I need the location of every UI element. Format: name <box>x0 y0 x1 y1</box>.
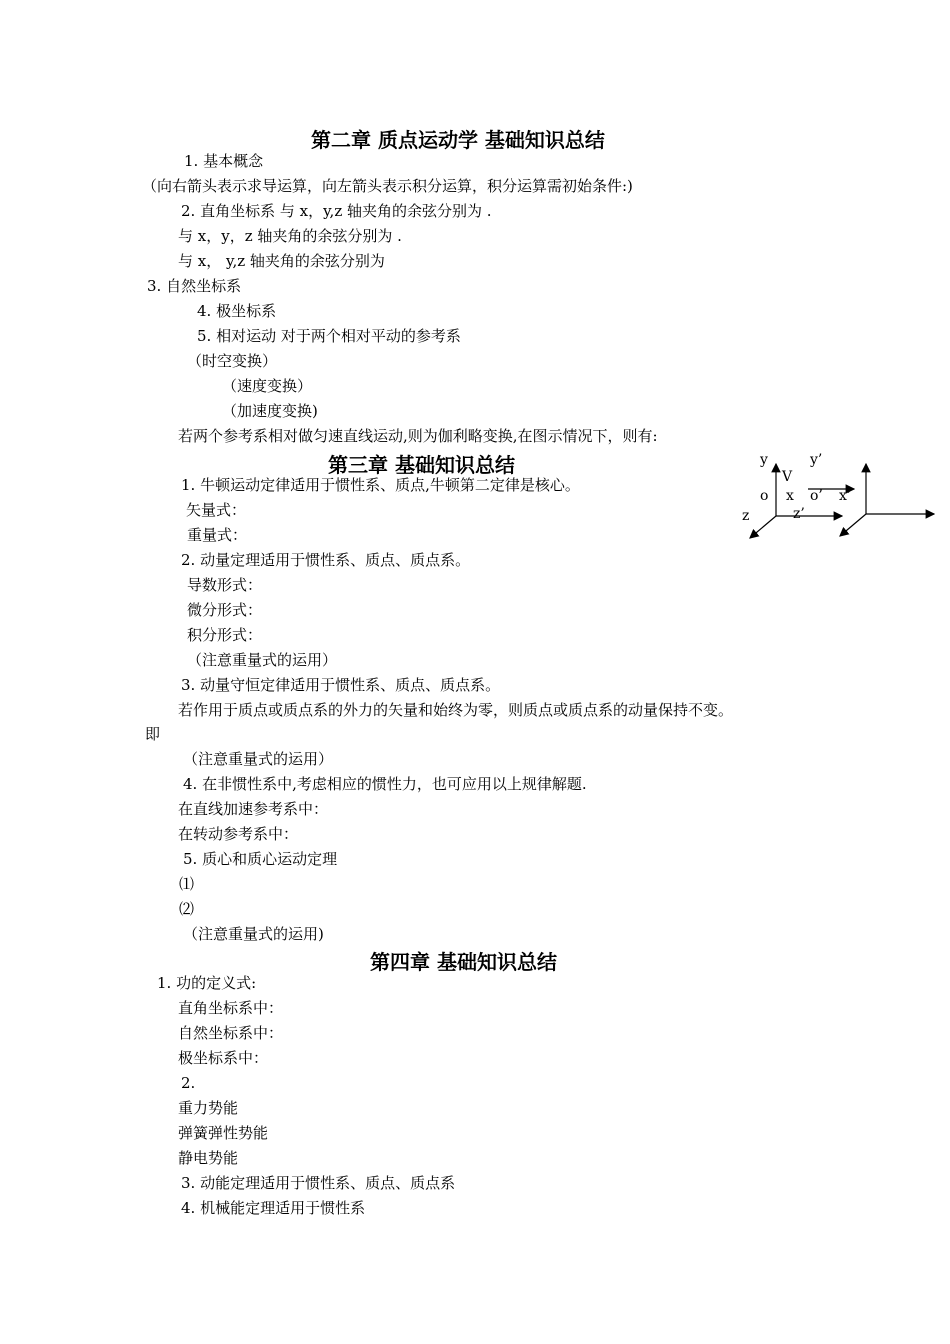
ch3-line: 在直线加速参考系中： <box>178 800 329 818</box>
ch3-line: （注意重量式的运用） <box>187 651 338 669</box>
ch3-line: ⑵ <box>179 900 195 918</box>
label-y: y <box>760 452 768 468</box>
label-y-prime: y’ <box>810 452 823 468</box>
reference-frames-figure <box>738 448 938 548</box>
chapter4-title: 第四章 基础知识总结 <box>370 950 557 974</box>
label-v: V <box>782 469 793 485</box>
ch3-line: 4. 在非惯性系中,考虑相应的惯性力，也可应用以上规律解题. <box>183 775 587 793</box>
label-o: o <box>760 488 769 504</box>
label-o-prime: o’ <box>810 488 823 504</box>
ch4-line: 静电势能 <box>178 1149 239 1167</box>
ch3-line: 3. 动量守恒定律适用于惯性系、质点、质点系。 <box>181 676 501 694</box>
ch4-line: 2. <box>181 1074 196 1092</box>
ch4-line: 直角坐标系中： <box>178 999 284 1017</box>
ch3-line: 微分形式： <box>187 601 263 619</box>
ch4-line: 4. 机械能定理适用于惯性系 <box>181 1199 366 1217</box>
z-prime-axis-arrow <box>840 514 866 536</box>
ch3-line: 即 <box>145 725 161 743</box>
ch2-line: 3. 自然坐标系 <box>147 277 242 295</box>
ch2-line: 1. 基本概念 <box>184 152 264 170</box>
ch4-line: 极坐标系中： <box>178 1049 269 1067</box>
ch3-line: 矢量式： <box>186 501 247 519</box>
label-x: x <box>786 488 794 504</box>
ch3-line: 导数形式： <box>187 576 263 594</box>
ch4-line: 重力势能 <box>178 1099 239 1117</box>
ch3-line: 5. 质心和质心运动定理 <box>183 850 338 868</box>
chapter3-title: 第三章 基础知识总结 <box>328 453 515 477</box>
z-axis-arrow <box>750 516 776 538</box>
label-z-prime: z’ <box>793 506 805 522</box>
ch3-line: 1. 牛顿运动定律适用于惯性系、质点,牛顿第二定律是核心。 <box>181 476 580 494</box>
ch2-line: （向右箭头表示求导运算，向左箭头表示积分运算，积分运算需初始条件:) <box>142 177 633 195</box>
ch2-line: （加速度变换) <box>222 402 318 420</box>
ch2-line: 2. 直角坐标系 与 x，y,z 轴夹角的余弦分别为 . <box>181 202 492 220</box>
label-x-prime: x’ <box>839 488 852 504</box>
ch3-line: 在转动参考系中： <box>178 825 299 843</box>
ch2-line: 5. 相对运动 对于两个相对平动的参考系 <box>197 327 461 345</box>
ch2-line: 若两个参考系相对做匀速直线运动,则为伽利略变换,在图示情况下，则有: <box>178 427 658 445</box>
ch2-line: 与 x， y,z 轴夹角的余弦分别为 <box>178 252 385 270</box>
ch2-line: 4. 极坐标系 <box>197 302 277 320</box>
ch4-line: 3. 动能定理适用于惯性系、质点、质点系 <box>181 1174 456 1192</box>
ch3-line: ⑴ <box>179 875 195 893</box>
ch3-line: 积分形式： <box>187 626 263 644</box>
ch3-line: （注意重量式的运用） <box>183 750 334 768</box>
ch3-line: 重量式： <box>187 526 248 544</box>
ch3-line: （注意重量式的运用) <box>183 925 324 943</box>
ch2-line: （速度变换） <box>222 377 313 395</box>
ch2-line: 与 x，y，z 轴夹角的余弦分别为 . <box>178 227 402 245</box>
ch3-line: 若作用于质点或质点系的外力的矢量和始终为零，则质点或质点系的动量保持不变。 <box>178 701 734 719</box>
ch4-line: 弹簧弹性势能 <box>178 1124 269 1142</box>
ch4-line: 1. 功的定义式: <box>157 974 257 992</box>
chapter2-title: 第二章 质点运动学 基础知识总结 <box>311 128 605 152</box>
ch2-line: （时空变换） <box>187 352 278 370</box>
ch3-line: 2. 动量定理适用于惯性系、质点、质点系。 <box>181 551 471 569</box>
ch4-line: 自然坐标系中： <box>178 1024 284 1042</box>
label-z: z <box>742 508 750 524</box>
